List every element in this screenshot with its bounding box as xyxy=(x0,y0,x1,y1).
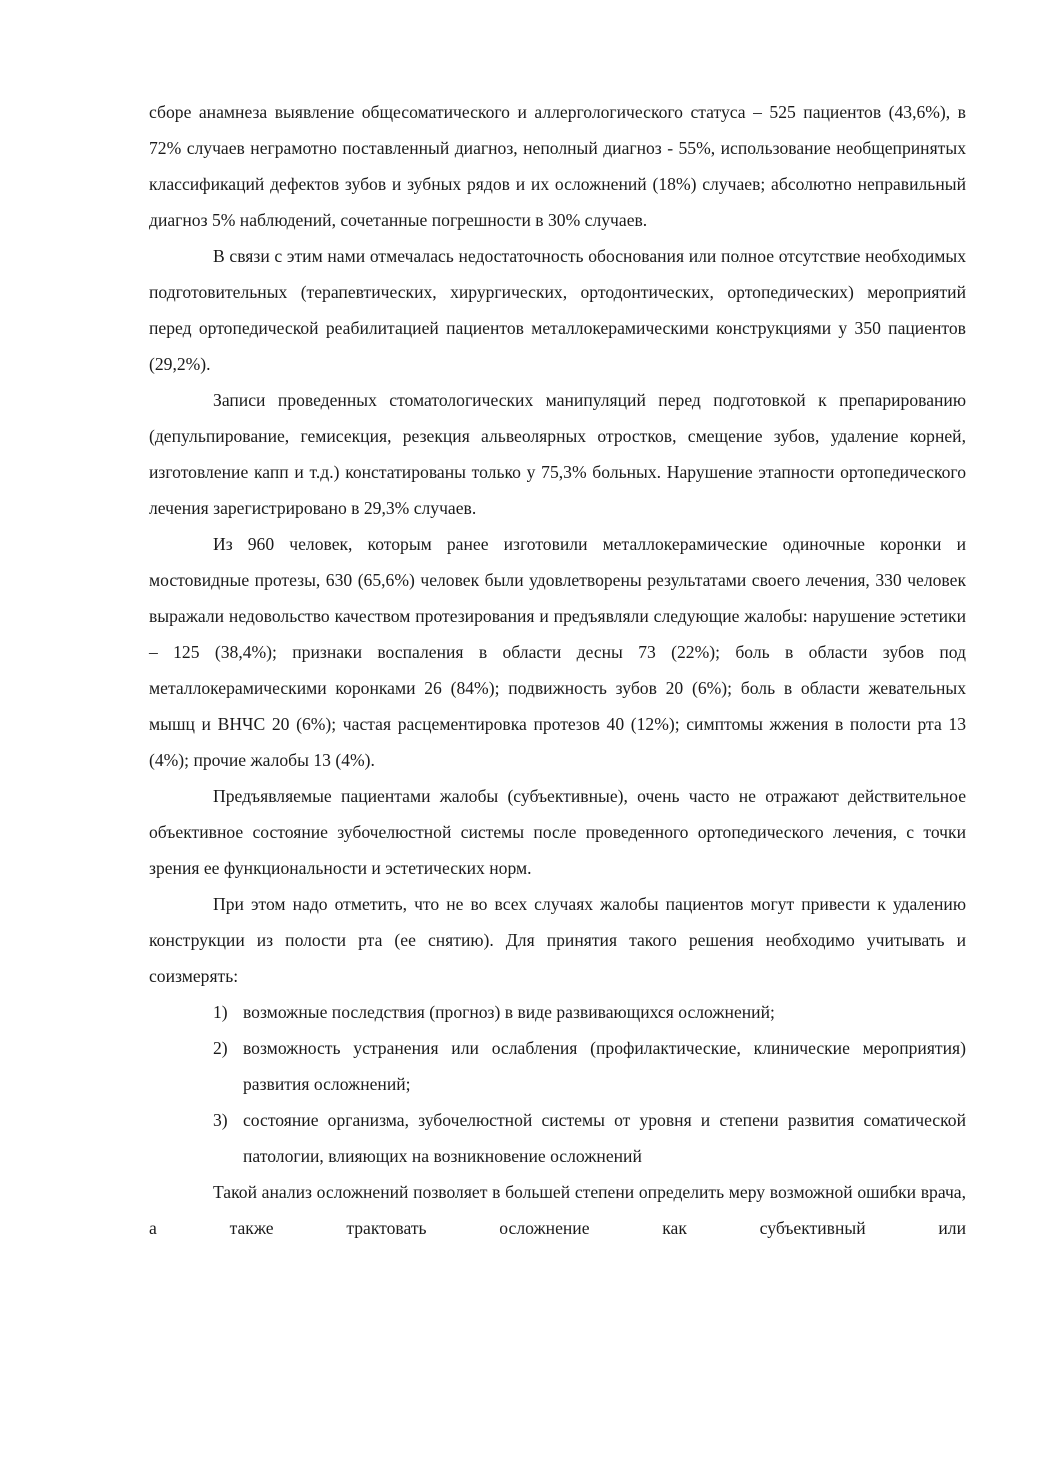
list-item-text: возможность устранения или ослабления (профилактические, клинические мероприятия) развития осложнений; xyxy=(243,1038,966,1094)
paragraph-decision-criteria: При этом надо отметить, что не во всех случаях жалобы пациентов могут привести к удалению конструкции из полости рта (ее снятию). Для принятия такого решения необходимо учитывать и соизмерять: xyxy=(149,894,966,986)
paragraph-subjective-complaints: Предъявляемые пациентами жалобы (субъективные), очень часто не отражают действительное объективное состояние зубочелюстной системы после проведенного ортопедического лечения, с точки зрения ее функциональности и эстетических норм. xyxy=(149,786,966,878)
paragraph-manipulation-records: Записи проведенных стоматологических манипуляций перед подготовкой к препарированию (депульпирование, гемисекция, резекция альвеолярных отростков, смещение зубов, удаление корней, изготовление капп и т.д.) констатированы только у 75,3% больных. Нарушение этапности ортопедического лечения зарегистрировано в 29,3% случаев. xyxy=(149,390,966,518)
list-item-text: состояние организма, зубочелюстной системы от уровня и степени развития соматической патологии, влияющих на возникновение осложнений xyxy=(243,1110,966,1166)
list-item-number: 1) xyxy=(213,1002,228,1022)
paragraph-preparatory-measures: В связи с этим нами отмечалась недостаточность обоснования или полное отсутствие необходимых подготовительных (терапевтических, хирургических, ортодонтических, ортопедических) мероприятий перед ортопедической реабилитацией пациентов металлокерамическими конструкциями у 350 пациентов (29,2%). xyxy=(149,246,966,374)
list-item-number: 2) xyxy=(213,1038,228,1058)
paragraph-anamnesis: сборе анамнеза выявление общесоматического и аллергологического статуса – 525 пациентов (43,6%), в 72% случаев неграмотно поставленный диагноз, неполный диагноз - 55%, использование необщепринятых классификаций дефектов зубов и зубных рядов и их осложнений (18%) случаев; абсолютно неправильный диагноз 5% наблюдений, сочетанные погрешности в 30% случаев. xyxy=(149,102,966,230)
list-item xyxy=(149,1030,966,1102)
list-item xyxy=(149,994,966,1030)
list-item-text: возможные последствия (прогноз) в виде развивающихся осложнений; xyxy=(243,1002,775,1022)
document-page xyxy=(149,94,966,1246)
paragraph-patient-complaints: Из 960 человек, которым ранее изготовили металлокерамические одиночные коронки и мостовидные протезы, 630 (65,6%) человек были удовлетворены результатами своего лечения, 330 человек выражали недовольство качеством протезирования и предъявляли следующие жалобы: нарушение эстетики – 125 (38,4%); признаки воспаления в области десны 73 (22%); боль в области зубов под металлокерамическими коронками 26 (84%); подвижность зубов 20 (6%); боль в области жевательных мышц и ВНЧС 20 (6%); частая расцементировка протезов 40 (12%); симптомы жжения в полости рта 13 (4%); прочие жалобы 13 (4%). xyxy=(149,534,966,770)
paragraph-complication-analysis: Такой анализ осложнений позволяет в большей степени определить меру возможной ошибки врача, а также трактовать осложнение как субъективный или xyxy=(149,1182,966,1238)
list-item-number: 3) xyxy=(213,1110,228,1130)
list-item xyxy=(149,1102,966,1174)
criteria-list xyxy=(149,994,966,1174)
